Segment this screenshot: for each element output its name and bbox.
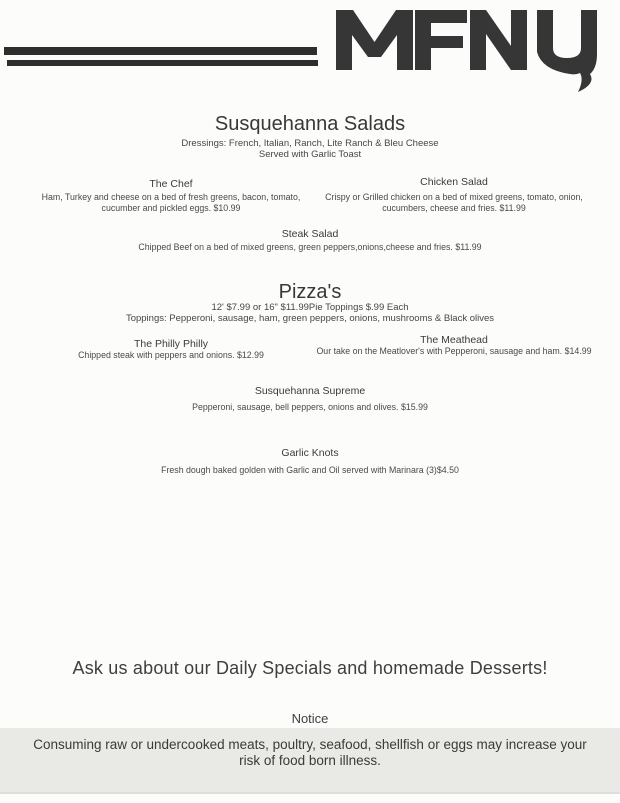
pizzas-toppings-line: Toppings: Pepperoni, sausage, ham, green peppers, onions, mushrooms & Black olives <box>125 313 495 324</box>
item-desc-susquehanna-supreme: Pepperoni, sausage, bell peppers, onions and olives. $15.99 <box>192 402 428 412</box>
item-desc-steak-salad: Chipped Beef on a bed of mixed greens, green peppers,onions,cheese and fries. $11.99 <box>138 242 482 252</box>
item-name-meathead: The Meathead <box>420 334 488 346</box>
item-desc-meathead: Our take on the Meatlover's with Pepperoni, sausage and ham. $14.99 <box>316 346 592 356</box>
menu-logo-icon <box>334 8 602 92</box>
item-desc-chicken-salad: Crispy or Grilled chicken on a bed of mixed greens, tomato, onion, cucumbers, cheese and fries. $11.99 <box>325 192 583 213</box>
item-desc-the-chef: Ham, Turkey and cheese on a bed of fresh greens, bacon, tomato, cucumber and pickled eggs. $10.99 <box>41 192 301 213</box>
notice-text: Consuming raw or undercooked meats, poultry, seafood, shellfish or eggs may increase your risk of food born illness. <box>33 737 587 768</box>
pizzas-section-title: Pizza's <box>278 281 342 303</box>
item-name-chicken-salad: Chicken Salad <box>420 176 488 188</box>
pizzas-pricing-line: 12' $7.99 or 16" $11.99Pie Toppings $.99 Each <box>211 302 409 313</box>
item-desc-philly-philly: Chipped steak with peppers and onions. $12.99 <box>78 350 264 360</box>
item-name-steak-salad: Steak Salad <box>281 228 339 240</box>
item-desc-garlic-knots: Fresh dough baked golden with Garlic and Oil served with Marinara (3)$4.50 <box>161 465 459 475</box>
item-name-susquehanna-supreme: Susquehanna Supreme <box>254 385 366 397</box>
notice-title: Notice <box>291 711 329 726</box>
notice-band <box>0 728 620 794</box>
salads-section-title: Susquehanna Salads <box>214 113 406 135</box>
header-rule-top <box>4 47 317 55</box>
salads-served-line: Served with Garlic Toast <box>258 149 362 160</box>
header-rule-bottom <box>7 60 318 66</box>
item-name-philly-philly: The Philly Philly <box>133 338 209 350</box>
menu-logo <box>334 8 602 92</box>
item-name-the-chef: The Chef <box>149 178 193 190</box>
salads-dressings-line: Dressings: French, Italian, Ranch, Lite Ranch & Bleu Cheese <box>181 138 439 149</box>
daily-specials-line: Ask us about our Daily Specials and homemade Desserts! <box>72 658 548 678</box>
item-name-garlic-knots: Garlic Knots <box>281 447 339 459</box>
